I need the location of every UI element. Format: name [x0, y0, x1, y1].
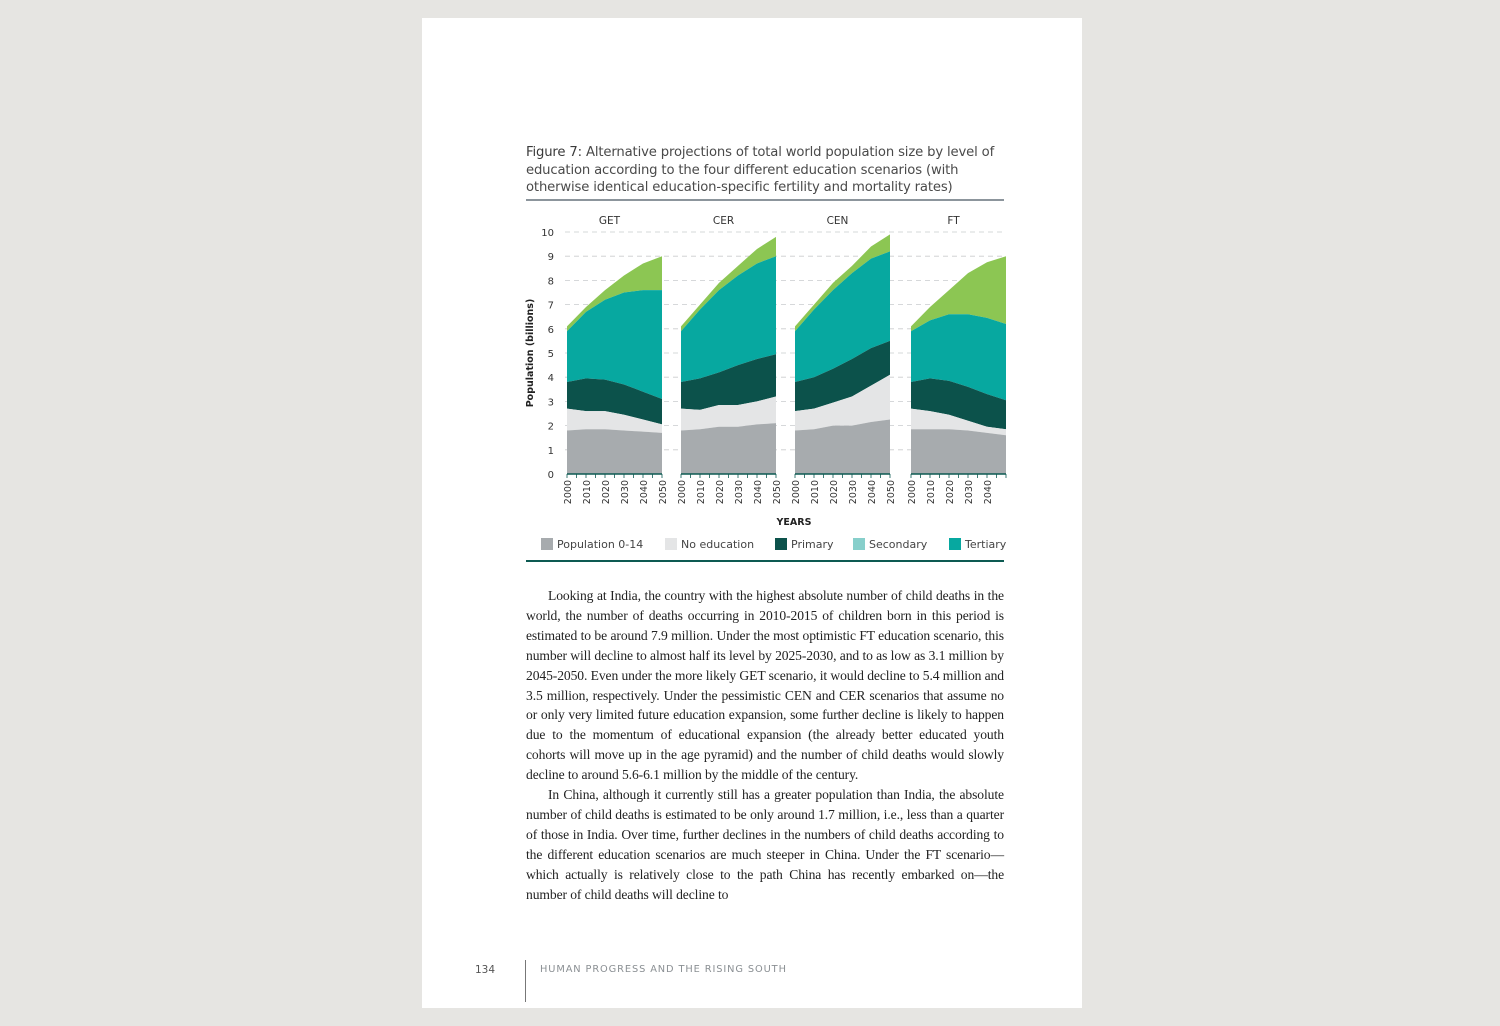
- x-tick-label-get-2000: 2000: [563, 480, 574, 505]
- x-tick-label-get-2050: 2050: [658, 480, 669, 505]
- legend-label-1: No education: [681, 538, 755, 551]
- x-tick-label-cen-2050: 2050: [886, 480, 897, 505]
- x-tick-label-ft-2020: 2020: [945, 480, 956, 505]
- legend-label-0: Population 0-14: [557, 538, 644, 551]
- x-tick-label-cer-2030: 2030: [734, 480, 745, 505]
- legend-label-3: Secondary: [869, 538, 928, 551]
- x-tick-label-cer-2020: 2020: [715, 480, 726, 505]
- x-tick-label-ft-2040: 2040: [983, 480, 994, 505]
- x-tick-label-ft-2000: 2000: [907, 480, 918, 505]
- area-get-layer-0: [567, 429, 662, 474]
- y-tick-label-6: 6: [547, 324, 554, 336]
- x-tick-label-get-2020: 2020: [601, 480, 612, 505]
- x-tick-label-cer-2040: 2040: [753, 480, 764, 505]
- x-tick-label-cen-2000: 2000: [791, 480, 802, 505]
- y-tick-label-9: 9: [547, 252, 554, 264]
- legend-swatch-1: [665, 538, 677, 550]
- running-title: HUMAN PROGRESS AND THE RISING SOUTH: [540, 964, 787, 975]
- y-tick-label-4: 4: [547, 373, 554, 385]
- y-tick-label-3: 3: [547, 397, 554, 409]
- panel-title-cen: CEN: [826, 215, 849, 227]
- x-tick-label-cen-2010: 2010: [810, 480, 821, 505]
- x-tick-label-get-2030: 2030: [620, 480, 631, 505]
- x-tick-label-cer-2000: 2000: [677, 480, 688, 505]
- x-tick-label-cen-2040: 2040: [867, 480, 878, 505]
- panel-title-cer: CER: [712, 215, 735, 227]
- y-tick-label-7: 7: [547, 300, 554, 312]
- x-tick-label-cen-2030: 2030: [848, 480, 859, 505]
- area-cer-layer-0: [681, 423, 776, 474]
- y-tick-label-0: 0: [547, 470, 554, 481]
- x-tick-label-get-2040: 2040: [639, 480, 650, 505]
- x-tick-label-get-2010: 2010: [582, 480, 593, 505]
- x-tick-label-ft-2030: 2030: [964, 480, 975, 505]
- legend-swatch-4: [949, 538, 961, 550]
- y-axis-label: Population (billions): [525, 298, 536, 408]
- document-page: [422, 18, 1082, 1008]
- figure-label: Figure 7:: [526, 145, 582, 160]
- footer-divider: [525, 960, 526, 1002]
- panel-title-ft: FT: [947, 215, 960, 227]
- legend-swatch-0: [541, 538, 553, 550]
- population-area-chart: [422, 18, 1082, 578]
- x-tick-label-ft-2010: 2010: [926, 480, 937, 505]
- x-tick-label-cer-2050: 2050: [772, 480, 783, 505]
- y-tick-label-10: 10: [541, 228, 554, 239]
- x-tick-label-cer-2010: 2010: [696, 480, 707, 505]
- page-number: 134: [475, 964, 496, 976]
- body-paragraph-2: In China, although it currently still has a greater population than India, the absolute number of child deaths is estimated to be only around 1.7 million, i.e., less than a quarter of those in India. Over time, further declines in the numbers of child deaths according to the different education scenarios are much steeper in China. Under the FT scenario—which actually is relatively close to the path China has recently embarked on—the number of child deaths will decline to: [526, 787, 1004, 902]
- legend-swatch-3: [853, 538, 865, 550]
- panel-title-get: GET: [598, 215, 621, 227]
- legend-label-4: Tertiary: [965, 538, 1007, 551]
- figure-caption-text: Alternative projections of total world population size by level of education according to the four different education scenarios (with otherwise identical education-specific fertility and mortality rates): [526, 145, 995, 195]
- area-ft-layer-0: [911, 429, 1006, 474]
- y-tick-label-2: 2: [547, 421, 554, 433]
- y-tick-label-5: 5: [547, 349, 554, 360]
- body-text: [526, 586, 1004, 905]
- body-paragraph-1: Looking at India, the country with the highest absolute number of child deaths in the world, the number of deaths occurring in 2010-2015 of children born in this period is estimated to be around 7.9 million. Under the most optimistic FT education scenario, this number will decline to almost half its level by 2025-2030, and to as low as 3.1 million by 2045-2050. Even under the more likely GET scenario, it would decline to 5.4 million and 3.5 million, respectively. Under the pessimistic CEN and CER scenarios that assume no or only very limited future education expansion, some further decline is likely to happen due to the momentum of educational expansion (the already better educated youth cohorts will move up in the age pyramid) and the number of child deaths would slowly decline to around 5.6-6.1 million by the middle of the century.: [526, 588, 1004, 783]
- legend-label-2: Primary: [791, 538, 834, 551]
- y-tick-label-1: 1: [547, 445, 554, 457]
- x-axis-label: YEARS: [776, 517, 812, 528]
- x-tick-label-cen-2020: 2020: [829, 480, 840, 505]
- figure-bottom-rule: [526, 560, 1004, 562]
- y-tick-label-8: 8: [547, 276, 554, 288]
- legend-swatch-2: [775, 538, 787, 550]
